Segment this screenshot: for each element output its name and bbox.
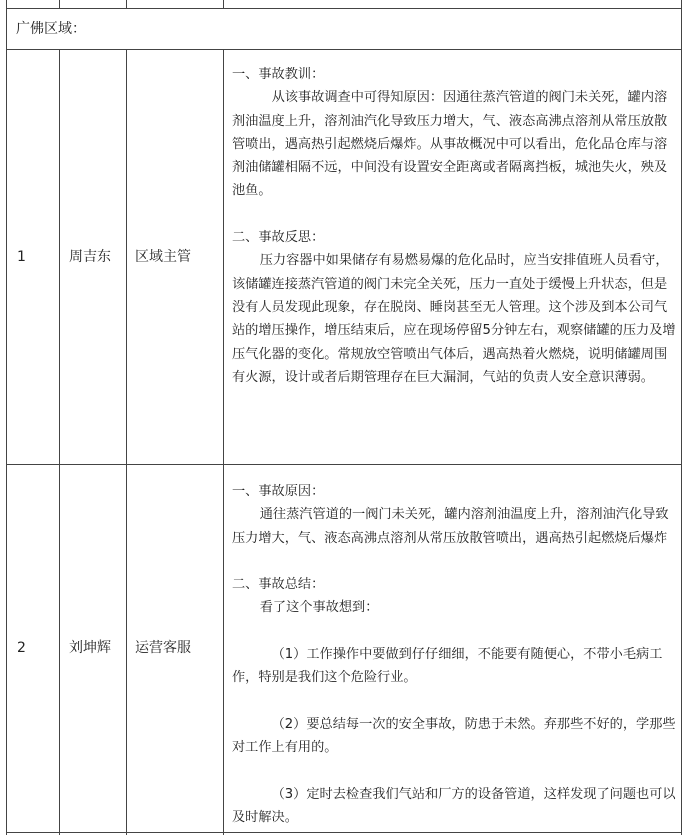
table-row-border bbox=[6, 8, 682, 9]
table-row-border bbox=[6, 832, 682, 833]
region-title: 广佛区域： bbox=[16, 21, 86, 37]
section-heading: 一、事故原因： bbox=[232, 484, 325, 499]
row-name: 刘坤辉 bbox=[69, 640, 111, 656]
column-divider-index bbox=[59, 0, 60, 8]
list-item: （2）要总结每一次的安全事故，防患于未然。弃那些不好的，学那些对工作上有用的。 bbox=[232, 716, 676, 756]
list-item: （3）定时去检查我们气站和厂方的设备管道，这样发现了问题也可以及时解决。 bbox=[232, 786, 676, 826]
row-name: 周吉东 bbox=[69, 249, 111, 265]
row-index: 2 bbox=[17, 640, 26, 656]
table-border-left bbox=[6, 0, 7, 835]
table-row-border bbox=[6, 49, 682, 50]
row-position: 运营客服 bbox=[135, 640, 191, 656]
column-divider-position bbox=[223, 49, 224, 835]
row-content bbox=[232, 480, 677, 829]
list-item: （1）工作操作中要做到仔仔细细，不能要有随便心，不带小毛病工作，特别是我们这个危险行业。 bbox=[232, 647, 663, 686]
section-heading: 二、事故总结： bbox=[232, 577, 325, 593]
section-heading: 一、事故教训： bbox=[232, 67, 325, 82]
table-row-border bbox=[6, 464, 682, 465]
paragraph: 看了这个事故想到： bbox=[259, 600, 379, 616]
paragraph: 通往蒸汽管道的一阀门未关死，罐内溶剂油温度上升，溶剂油汽化导致压力增大，气、液态高沸点溶剂从常压放散管喷出，遇高热引起燃烧后爆炸 bbox=[232, 507, 669, 546]
column-divider-name bbox=[126, 0, 127, 8]
column-divider-index bbox=[59, 49, 60, 835]
column-divider-name bbox=[126, 49, 127, 835]
column-divider-position bbox=[223, 0, 224, 8]
paragraph: 从该事故调查中可得知原因：因通往蒸汽管道的阀门未关死，罐内溶剂油温度上升，溶剂油汽化导致压力增大，气、液态高沸点溶剂从常压放散管喷出，遇高热引起燃烧后爆炸。从事故概况中可以看出，危化品仓库与溶剂油储罐相隔不远，中间没有设置安全距离或者隔离挡板，城池失火，殃及池鱼。 bbox=[232, 90, 668, 199]
row-position: 区域主管 bbox=[135, 249, 191, 265]
row-index: 1 bbox=[17, 249, 26, 265]
paragraph: 压力容器中如果储存有易燃易爆的危化品时，应当安排值班人员看守，该储罐连接蒸汽管道的阀门未完全关死，压力一直处于缓慢上升状态，但是没有人员发现此现象，存在脱岗、睡岗甚至无人管理。这个涉及到本公司气站的增压操作，增压结束后，应在现场停留5分钟左右，观察储罐的压力及增压气化器的变化。常规放空管喷出气体后，遇高热着火燃烧，说明储罐周围有火源，设计或者后期管理存在巨大漏洞，气站的负责人安全意识薄弱。 bbox=[232, 253, 676, 385]
section-heading: 二、事故反思： bbox=[232, 230, 325, 246]
row-content bbox=[232, 63, 677, 389]
table-border-right bbox=[681, 0, 682, 835]
